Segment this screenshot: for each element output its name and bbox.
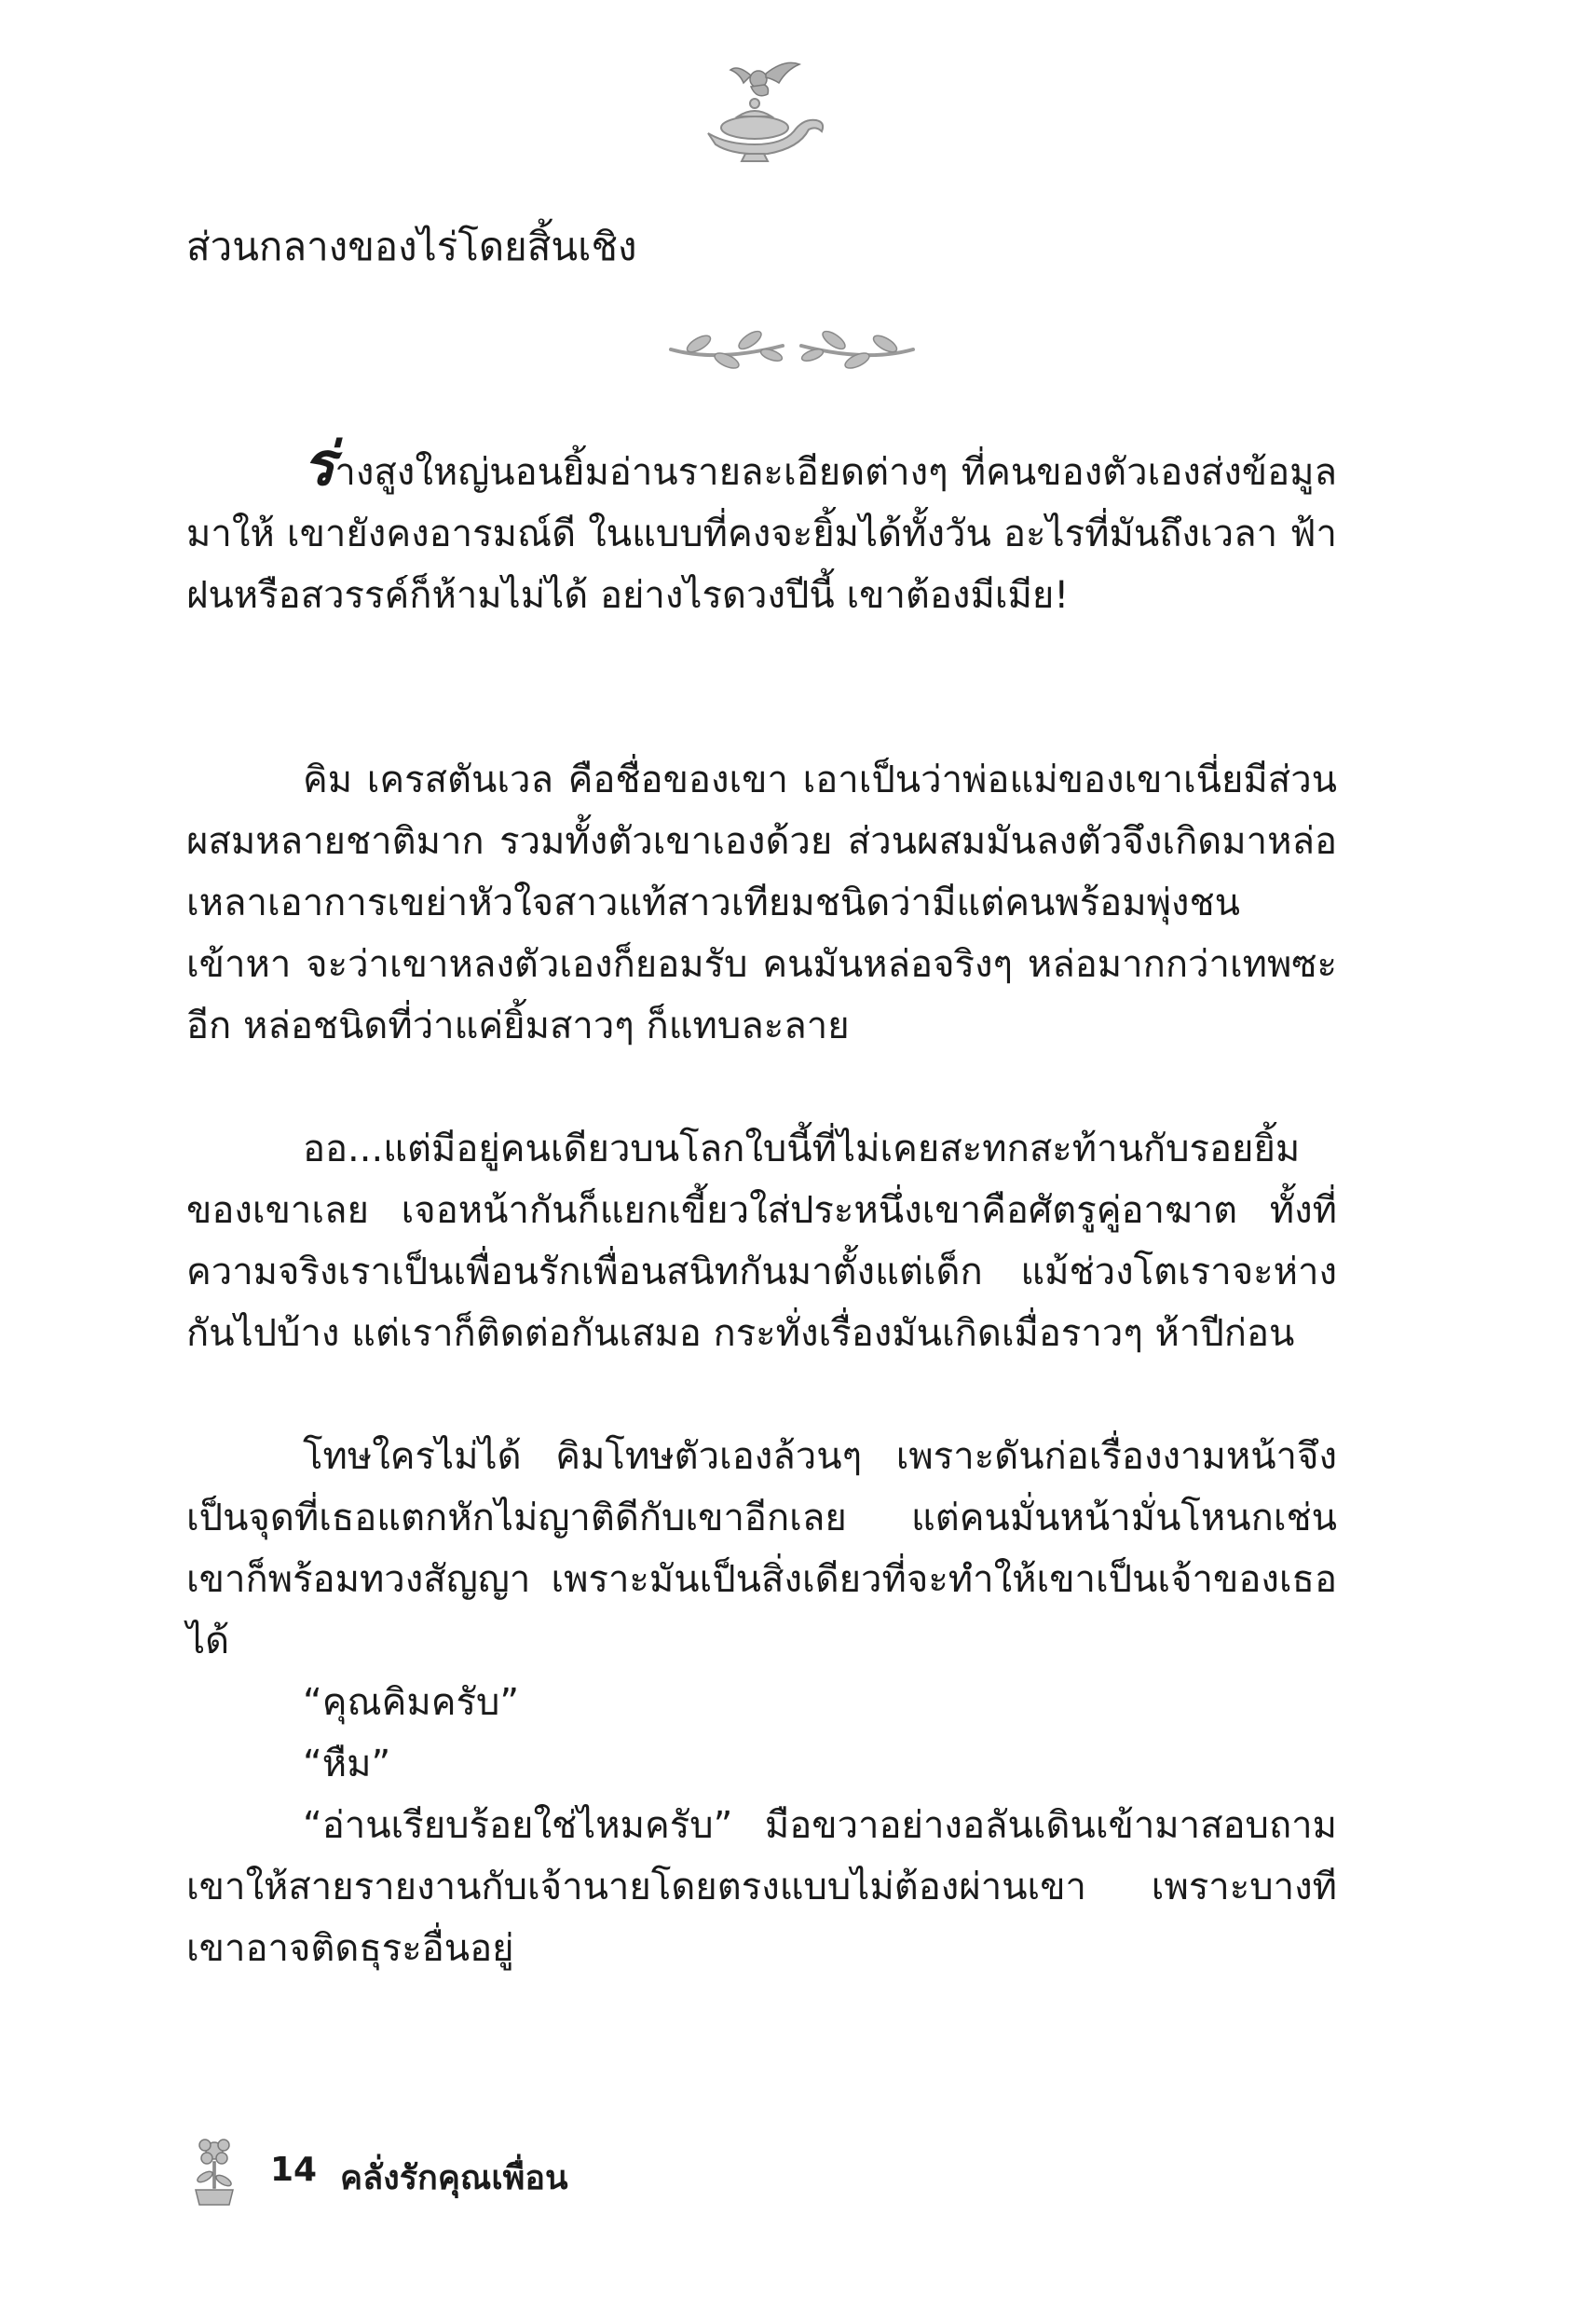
continuation-line: ส่วนกลางของไร่โดยสิ้นเชิง: [186, 224, 637, 269]
page-footer: [186, 2134, 839, 2208]
leaf-divider-icon: [662, 321, 922, 377]
paragraph-2: คิม เครสตันเวล คือชื่อของเขา เอาเป็นว่าพ่อแม่ของเขาเนี่ยมีส่วนผสมหลายชาติมาก รวมทั้งตัวเขาเองด้วย ส่วนผสมมันลงตัวจึงเกิดมาหล่อเหลาเอาการเขย่าหัวใจสาวแท้สาวเทียมชนิดว่ามีแต่คนพร้อมพุ่งชนเข้าหา จะว่าเขาหลงตัวเองก็ยอมรับ คนมันหล่อจริงๆ หล่อมากกว่าเทพซะอีก หล่อชนิดที่ว่าแค่ยิ้มสาวๆ ก็แทบละลาย: [186, 759, 1337, 1047]
paragraph-5: “คุณคิมครับ”: [303, 1681, 520, 1724]
paragraph-4: โทษใครไม่ได้ คิมโทษตัวเองล้วนๆ เพราะดันก่อเรื่องงามหน้าจึงเป็นจุดที่เธอแตกหักไม่ญาติดีกับเขาอีกเลย แต่คนมั่นหน้ามั่นโหนกเช่นเขาก็พร้อมทวงสัญญา เพราะมันเป็นสิ่งเดียวที่จะทำให้เขาเป็นเจ้าของเธอได้: [186, 1435, 1337, 1662]
paragraph-6: “หืม”: [303, 1743, 391, 1785]
paragraph-7: “อ่านเรียบร้อยใช่ไหมครับ” มือขวาอย่างอลันเดินเข้ามาสอบถามเขาให้สายรายงานกับเจ้านายโดยตรงแบบไม่ต้องผ่านเขา เพราะบางทีเขาอาจติดธุระอื่นอยู่: [186, 1804, 1337, 1970]
paragraph-1: [186, 431, 1337, 626]
paragraph-3: ออ...แต่มีอยู่คนเดียวบนโลกใบนี้ที่ไม่เคยสะทกสะท้านกับรอยยิ้มของเขาเลย เจอหน้ากันก็แยกเขี้ยวใส่ประหนึ่งเขาคือศัตรูคู่อาฆาต ทั้งที่ความจริงเราเป็นเพื่อนรักเพื่อนสนิทกันมาตั้งแต่เด็ก แม้ช่วงโตเราจะห่างกันไปบ้าง แต่เราก็ติดต่อกันเสมอ กระทั่งเรื่องมันเกิดเมื่อราวๆ ห้าปีก่อน: [186, 1128, 1337, 1355]
paragraph-1-text: างสูงใหญ่นอนยิ้มอ่านรายละเอียดต่างๆ ที่คนของตัวเองส่งข้อมูลมาให้ เขายังคงอารมณ์ดี ในแบบที่คงจะยิ้มได้ทั้งวัน อะไรที่มันถึงเวลา ฟ้าฝนหรือสวรรค์ก็ห้ามไม่ได้ อย่างไรดวงปีนี้ เขาต้องมีเมีย!: [186, 451, 1337, 617]
flower-pot-icon: [186, 2134, 242, 2208]
page-number: 14: [270, 2151, 318, 2189]
book-title: คลั่งรักคุณเพื่อน: [340, 2159, 568, 2197]
genie-lamp-icon: [689, 51, 829, 163]
drop-cap: ร่: [303, 431, 335, 499]
